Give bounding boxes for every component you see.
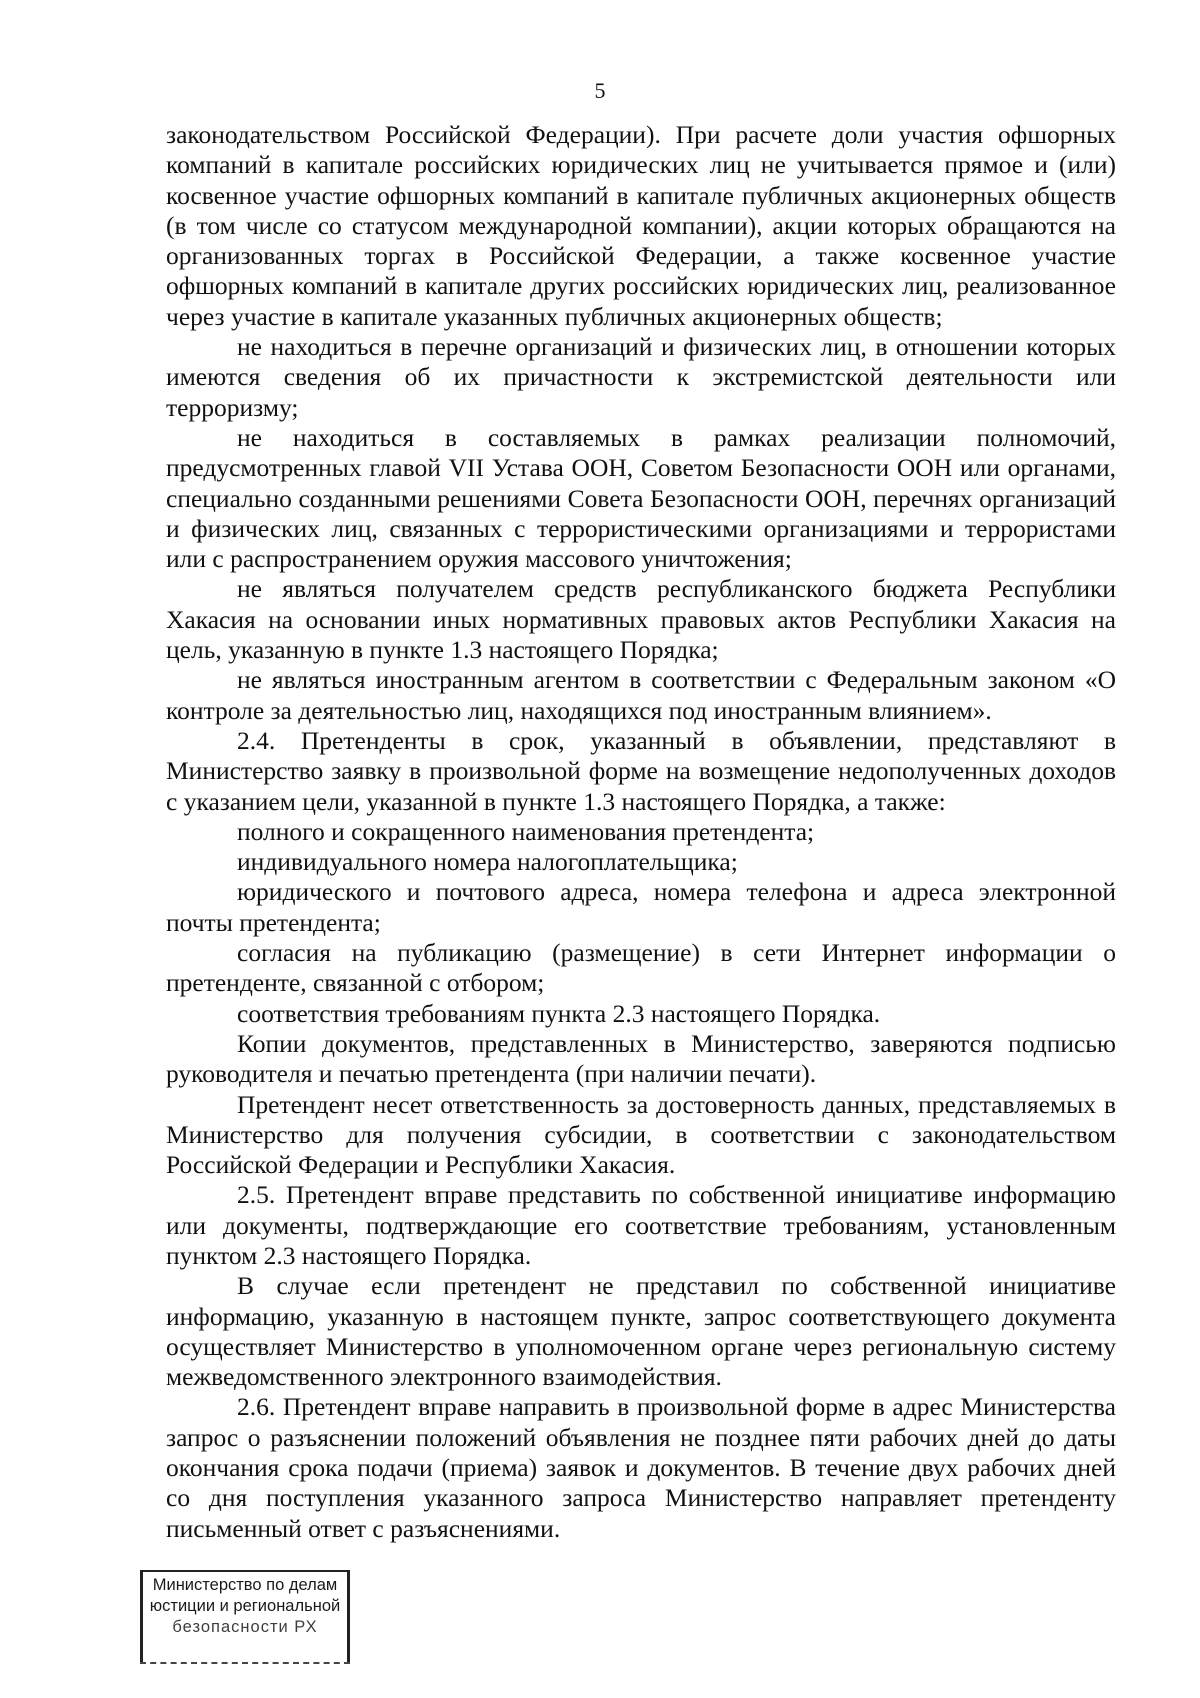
- paragraph: не находиться в перечне организаций и физических лиц, в отношении которых имеются сведения об их причастности к экстремистской деятельности или терроризму;: [166, 332, 1116, 422]
- paragraph: Копии документов, представленных в Министерство, заверяются подписью руководителя и печатью претендента (при наличии печати).: [166, 1028, 1116, 1089]
- paragraph: 2.6. Претендент вправе направить в произвольной форме в адрес Министерства запрос о разъяснении положений объявления не позднее пяти рабочих дней до даты окончания срока подачи (приема) заявок и документов. В течение двух рабочих дней со дня поступления указанного запроса Министерство направляет претенденту письменный ответ с разъяснениями.: [166, 1392, 1116, 1543]
- paragraph: Претендент несет ответственность за достоверность данных, представляемых в Министерство для получения субсидии, в соответствии с законодательством Российской Федерации и Республики Хакасия.: [166, 1089, 1116, 1180]
- paragraph: 2.5. Претендент вправе представить по собственной инициативе информацию или документы, подтверждающие его соответствие требованиям, установленным пунктом 2.3 настоящего Порядка.: [166, 1180, 1116, 1270]
- paragraph: юридического и почтового адреса, номера телефона и адреса электронной почты претендента;: [166, 877, 1116, 937]
- paragraph: не являться иностранным агентом в соответствии с Федеральным законом «О контроле за деятельностью лиц, находящихся под иностранным влиянием».: [166, 665, 1116, 725]
- registration-stamp: [140, 1570, 350, 1664]
- stamp-line: Министерство по делам: [152, 1576, 338, 1594]
- stamp-line: юстиции и региональной: [149, 1597, 341, 1615]
- document-body: [166, 120, 1116, 1544]
- paragraph: индивидуального номера налогоплательщика;: [237, 847, 738, 877]
- page-number: 5: [594, 78, 606, 103]
- paragraph: не находиться в составляемых в рамках реализации полномочий, предусмотренных главой VII Устава ООН, Советом Безопасности ООН или органами, специально созданными решениями Совета Безопасности ООН, перечнях организаций и физических лиц, связанных с террористическими организациями и террористами или с распространением оружия массового уничтожения;: [166, 422, 1116, 574]
- paragraph: законодательством Российской Федерации). При расчете доли участия офшорных компаний в капитале российских юридических лиц не учитывается прямое и (или) косвенное участие офшорных компаний в капитале публичных акционерных обществ (в том числе со статусом международной компании), акции которых обращаются на организованных торгах в Российской Федерации, а также косвенное участие офшорных компаний в капитале других российских юридических лиц, реализованное через участие в капитале указанных публичных акционерных обществ;: [166, 120, 1116, 331]
- paragraph: полного и сокращенного наименования претендента;: [237, 816, 815, 846]
- stamp-underline: [140, 1662, 350, 1664]
- paragraph: соответствия требованиям пункта 2.3 настоящего Порядка.: [237, 998, 881, 1028]
- paragraph: В случае если претендент не представил по собственной инициативе информацию, указанную в настоящем пункте, запрос соответствующего документа осуществляет Министерство в уполномоченном органе через региональную систему межведомственного электронного взаимодействия.: [166, 1271, 1116, 1392]
- paragraph: не являться получателем средств республиканского бюджета Республики Хакасия на основании иных нормативных правовых актов Республики Хакасия на цель, указанную в пункте 1.3 настоящего Порядка;: [166, 574, 1116, 665]
- stamp-line: безопасности РХ: [172, 1618, 318, 1636]
- paragraph: 2.4. Претенденты в срок, указанный в объявлении, представляют в Министерство заявку в произвольной форме на возмещение недополученных доходов с указанием цели, указанной в пункте 1.3 настоящего Порядка, а также:: [166, 725, 1116, 816]
- paragraph: согласия на публикацию (размещение) в сети Интернет информации о претенденте, связанной с отбором;: [166, 938, 1116, 998]
